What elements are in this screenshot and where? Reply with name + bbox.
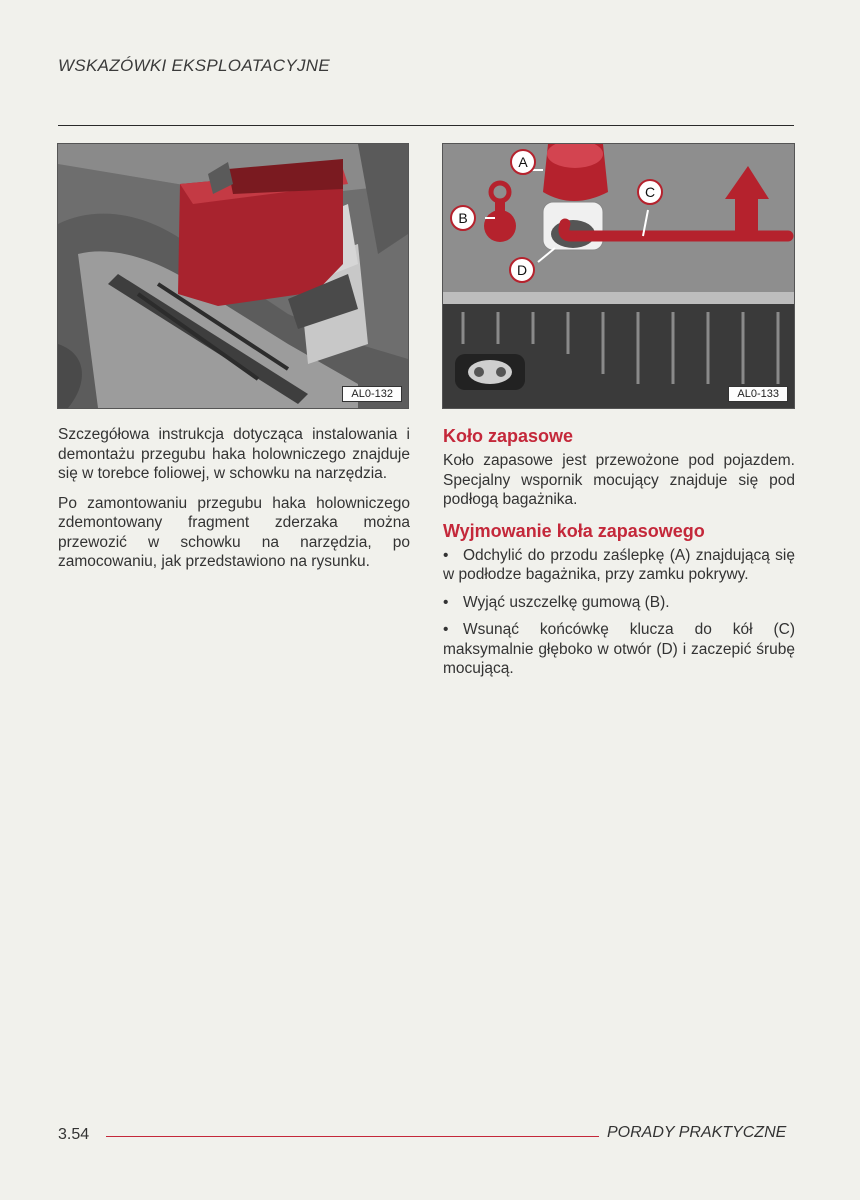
header-divider xyxy=(58,125,794,126)
callout-a xyxy=(511,150,535,174)
paragraph-bumper-storage: Po zamontowaniu przegubu haka holowniczego zdemontowany fragment zderzaka można przewozić w schowku na narzędzia, po zamocowaniu, jak przedstawiono na rysunku. xyxy=(58,494,410,570)
list-item xyxy=(443,620,795,679)
figure-code: AL0-133 xyxy=(728,386,788,402)
page-number: 3.54 xyxy=(58,1126,90,1143)
right-text-column xyxy=(443,425,795,687)
page-header-title: WSKAZÓWKI EKSPLOATACYJNE xyxy=(58,56,331,75)
bullet-text: Odchylić do przodu zaślepkę (A) znajdującą się w podłodze bagażnika, przy zamku pokrywy. xyxy=(443,546,795,583)
figure-storage-compartment xyxy=(57,143,409,409)
list-item xyxy=(443,593,795,613)
callout-a-label: A xyxy=(518,154,528,170)
figure-code: AL0-132 xyxy=(342,386,402,402)
callout-b-label: B xyxy=(458,210,468,226)
callout-c-label: C xyxy=(644,184,656,200)
bullet-text: Wsunąć końcówkę klucza do kół (C) maksymalnie głęboko w otwór (D) i zaczepić śrubę mocującą. xyxy=(443,621,795,677)
spare-wheel-access-illustration xyxy=(443,144,794,408)
bullet-icon: • xyxy=(443,546,449,564)
paragraph-installation-info: Szczegółowa instrukcja dotycząca instalowania i demontażu przegubu haka holowniczego znajduje się w torebce foliowej, w schowku na narzędzia. xyxy=(58,426,410,482)
callout-d-label: D xyxy=(516,262,528,278)
figure-spare-wheel-access xyxy=(442,143,795,409)
bullet-text: Wyjąć uszczelkę gumową (B). xyxy=(463,593,670,611)
footer-section-title: PORADY PRAKTYCZNE xyxy=(607,1124,787,1141)
list-item xyxy=(443,546,795,585)
storage-compartment-illustration xyxy=(58,144,408,408)
paragraph-spare-wheel: Koło zapasowe jest przewożone pod pojazdem. Specjalny wspornik mocujący znajduje się pod podłogą bagażnika. xyxy=(443,452,795,508)
bullet-icon: • xyxy=(443,621,449,638)
section-title-removing-spare-wheel: Wyjmowanie koła zapasowego xyxy=(443,520,705,541)
section-title-spare-wheel: Koło zapasowe xyxy=(443,426,574,446)
callout-b xyxy=(451,206,475,230)
bullet-icon: • xyxy=(443,593,449,611)
left-text-column xyxy=(58,425,410,582)
footer-divider xyxy=(106,1136,599,1137)
callout-c xyxy=(638,180,662,204)
callout-d xyxy=(510,258,534,282)
